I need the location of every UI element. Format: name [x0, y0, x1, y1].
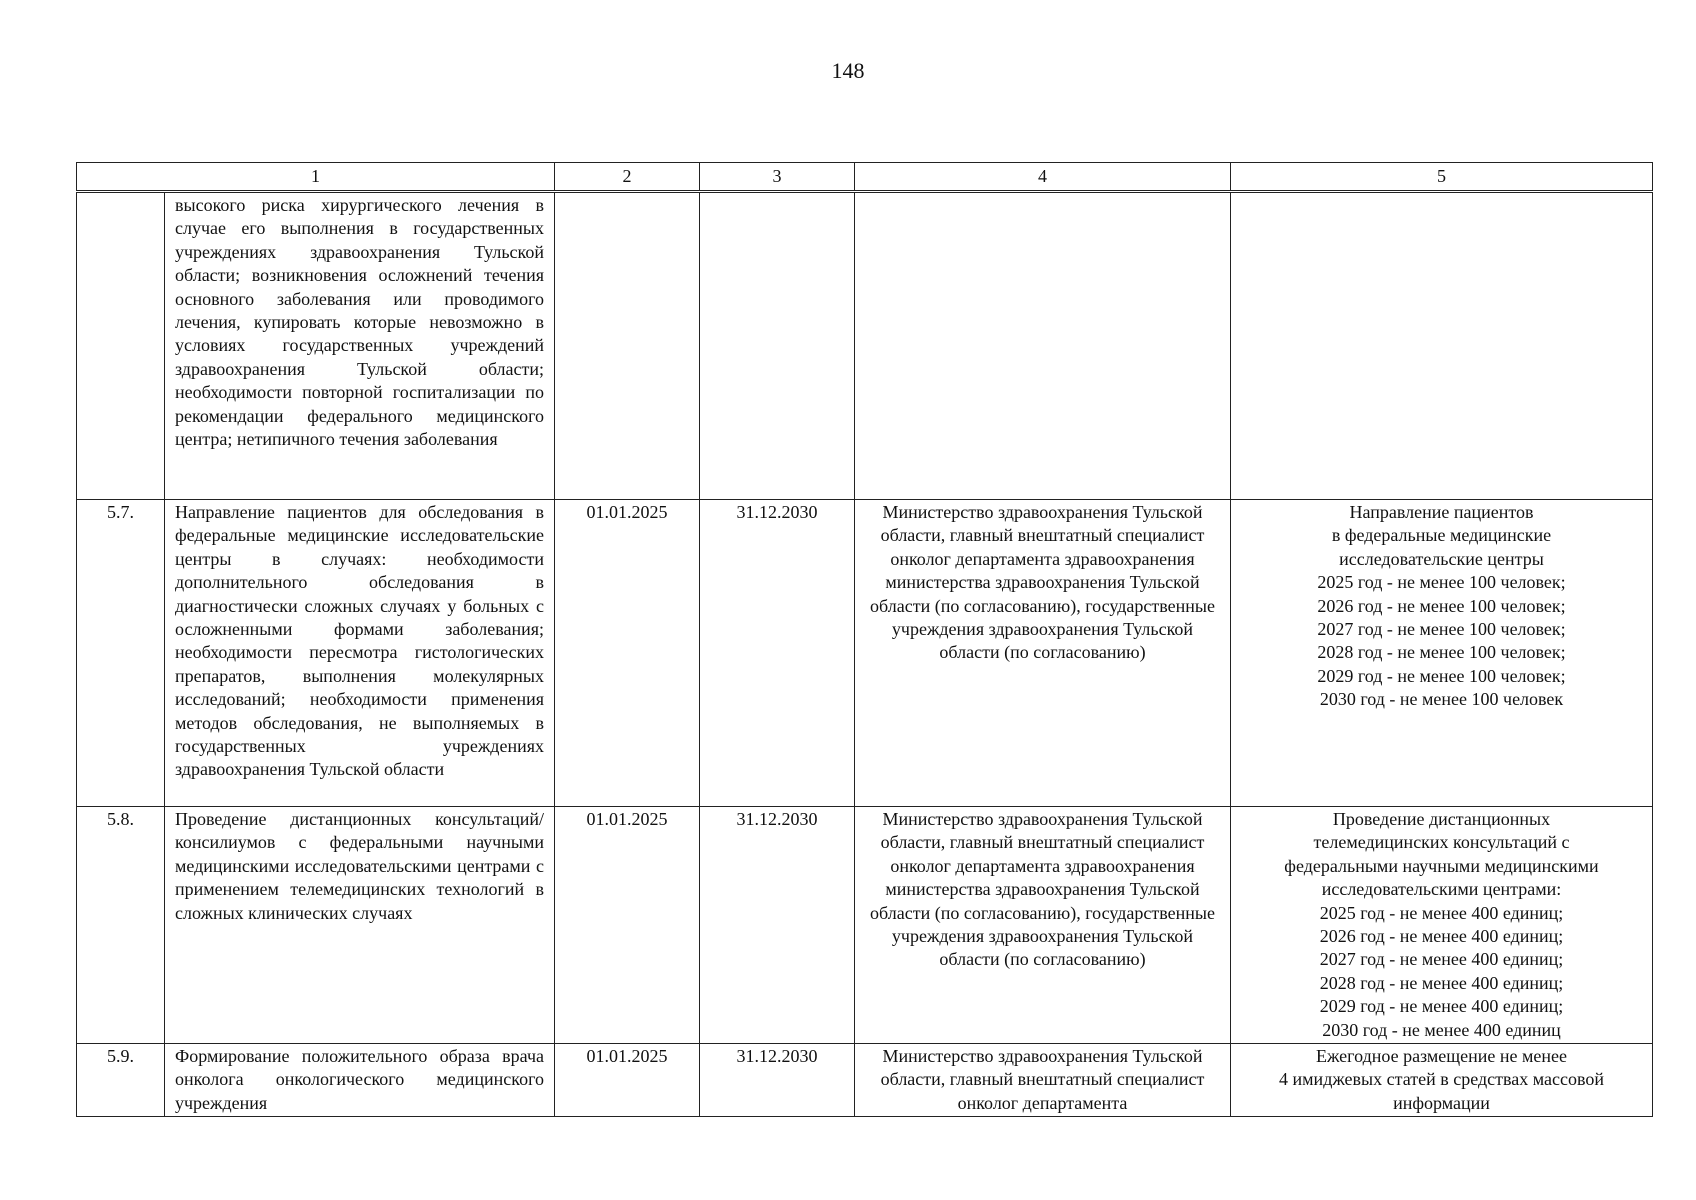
- result-line: 4 имиджевых статей в средствах массовой: [1279, 1069, 1604, 1090]
- result-line: 2025 год - не менее 400 единиц;: [1319, 902, 1564, 923]
- result-line: 2026 год - не менее 400 единиц;: [1319, 926, 1564, 947]
- end-date: 31.12.2030: [700, 1044, 855, 1117]
- result: [1231, 807, 1653, 1044]
- executor: Министерство здравоохранения Тульской области, главный внештатный специалист онколог департамента здравоохранения министерства здравоохранения Тульской области (по согласованию), государственные учреждения здравоохранения Тульской области (по согласованию): [855, 500, 1231, 807]
- start-date: 01.01.2025: [555, 1044, 700, 1117]
- end-date: 31.12.2030: [700, 807, 855, 1044]
- end-date: 31.12.2030: [700, 500, 855, 807]
- start-date: [555, 192, 700, 500]
- result-line: Направление пациентов: [1349, 502, 1534, 522]
- result: [1231, 500, 1653, 807]
- result-line: федеральными научными медицинскими: [1284, 855, 1599, 876]
- result-line: 2029 год - не менее 100 человек;: [1317, 665, 1566, 686]
- result-line: Ежегодное размещение не менее: [1315, 1046, 1568, 1067]
- header-col-5: 5: [1231, 163, 1653, 192]
- measure-text: высокого риска хирургического лечения в случае его выполнения в государственных учреждениях здравоохранения Тульской области; возникновения осложнений течения основного заболевания или проводимого лечения, купировать которые невозможно в условиях государственных учреждений здравоохранения Тульской области; необходимости повторной госпитализации по рекомендации федерального медицинского центра; нетипичного течения заболевания: [165, 192, 555, 500]
- start-date: 01.01.2025: [555, 500, 700, 807]
- executor: Министерство здравоохранения Тульской области, главный внештатный специалист онколог департамента здравоохранения министерства здравоохранения Тульской области (по согласованию), государственные учреждения здравоохранения Тульской области (по согласованию): [855, 807, 1231, 1044]
- table-row: [77, 500, 1653, 807]
- row-number: 5.8.: [77, 807, 165, 1044]
- result: [1231, 192, 1653, 500]
- result-line: Проведение дистанционных: [1332, 809, 1551, 829]
- row-number: 5.9.: [77, 1044, 165, 1117]
- executor: Министерство здравоохранения Тульской области, главный внештатный специалист онколог департамента: [855, 1044, 1231, 1117]
- result-line: исследовательские центры: [1339, 548, 1544, 569]
- result-line: 2028 год - не менее 400 единиц;: [1319, 972, 1564, 993]
- header-col-4: 4: [855, 163, 1231, 192]
- header-col-1: 1: [77, 163, 555, 192]
- start-date: 01.01.2025: [555, 807, 700, 1044]
- row-number: 5.7.: [77, 500, 165, 807]
- result: [1231, 1044, 1653, 1117]
- header-col-3: 3: [700, 163, 855, 192]
- executor: [855, 192, 1231, 500]
- measure-text: Формирование положительного образа врача онколога онкологического медицинского учреждения: [165, 1044, 555, 1117]
- result-line: 2026 год - не менее 100 человек;: [1317, 595, 1566, 616]
- plan-table: [76, 162, 1653, 1117]
- header-row: [77, 163, 1653, 192]
- header-col-2: 2: [555, 163, 700, 192]
- measure-text: Направление пациентов для обследования в федеральные медицинские исследовательские центры в случаях: необходимости дополнительного обследования в диагностически сложных случаях у больных с осложненными формами заболевания; необходимости пересмотра гистологических препаратов, выполнения молекулярных исследований; необходимости применения методов обследования, не выполняемых в государственных учреждениях здравоохранения Тульской области: [165, 500, 555, 807]
- page-number: 148: [831, 58, 865, 83]
- table-row: [77, 1044, 1653, 1117]
- result-line: 2028 год - не менее 100 человек;: [1317, 642, 1566, 663]
- result-line: 2030 год - не менее 100 человек: [1319, 689, 1564, 710]
- result-line: 2030 год - не менее 400 единиц: [1322, 1019, 1561, 1040]
- result-line: 2027 год - не менее 400 единиц;: [1319, 949, 1564, 970]
- row-number: [77, 192, 165, 500]
- result-line: 2025 год - не менее 100 человек;: [1317, 572, 1566, 593]
- table-row: [77, 192, 1653, 500]
- result-line: 2029 год - не менее 400 единиц;: [1319, 996, 1564, 1017]
- result-line: в федеральные медицинские: [1331, 525, 1552, 546]
- end-date: [700, 192, 855, 500]
- table-row: [77, 807, 1653, 1044]
- result-line: телемедицинских консультаций с: [1313, 832, 1570, 853]
- result-line: исследовательскими центрами:: [1321, 879, 1562, 900]
- result-line: информации: [1393, 1092, 1490, 1113]
- result-line: 2027 год - не менее 100 человек;: [1317, 619, 1566, 640]
- measure-text: Проведение дистанционных консультаций/консилиумов с федеральными научными медицинскими исследовательскими центрами с применением телемедицинских технологий в сложных клинических случаях: [165, 807, 555, 1044]
